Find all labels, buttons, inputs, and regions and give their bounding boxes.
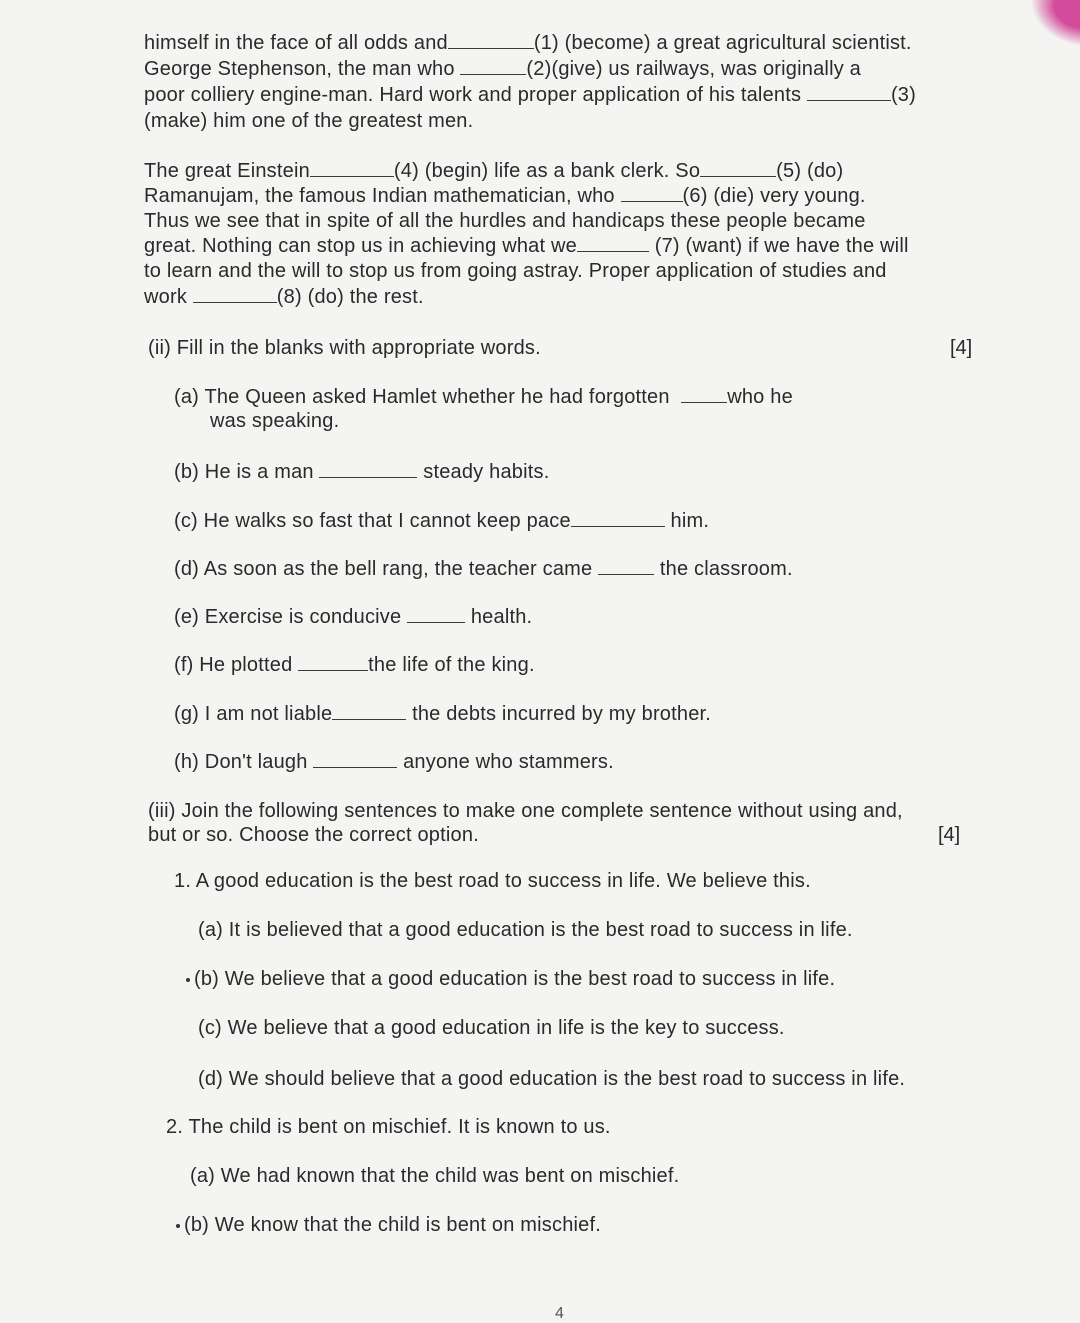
passage1-line1 [144,32,912,55]
page-number: 4 [555,1305,564,1322]
question-2: 2. The child is bent on mischief. It is known to us. [166,1116,611,1138]
blank-6 [621,187,683,202]
item-e [174,606,532,629]
blank-g [332,705,406,720]
item-g [174,703,711,726]
blank-c [571,512,665,527]
text: who he [727,386,793,408]
text: great. Nothing can stop us in achieving what we [144,235,577,257]
blank-d [598,560,654,575]
q1-option-a: (a) It is believed that a good education is the best road to success in life. [198,919,853,941]
text: (3) [890,84,916,106]
blank-8 [193,288,277,303]
pink-corner-mark [1020,0,1080,50]
text: (a) The Queen asked Hamlet whether he had forgotten [174,386,670,408]
blank-f [298,656,368,671]
blank-5 [700,162,776,177]
text: (b) We know that the child is bent on mischief. [184,1214,601,1236]
text: (4) (begin) life as a bank clerk. So [393,160,701,182]
section3-marks: [4] [938,824,961,846]
passage2-line1 [144,160,843,183]
text: (f) He plotted [174,654,293,676]
text: steady habits. [423,461,550,483]
passage2-line5: to learn and the will to stop us from going astray. Proper application of studies and [144,260,887,282]
q1-option-d: (d) We should believe that a good education is the best road to success in life. [198,1068,906,1090]
section3-heading-line2: but or so. Choose the correct option. [148,824,479,846]
blank-4 [310,162,394,177]
section2-heading: (ii) Fill in the blanks with appropriate words. [148,337,541,359]
blank-7 [577,237,649,252]
text: (8) (do) the rest. [276,286,424,308]
item-d [174,558,793,581]
item-h [174,751,614,774]
question-1: 1. A good education is the best road to success in life. We believe this. [174,870,811,892]
item-b [174,461,549,484]
text: himself in the face of all odds and [144,32,448,54]
text: the life of the king. [368,654,535,676]
text: (h) Don't laugh [174,751,308,773]
text: (7) (want) if we have the will [654,235,909,257]
blank-h [313,753,397,768]
text: work [144,286,188,308]
text: The great Einstein [144,160,310,182]
blank-a [681,388,727,403]
text: the debts incurred by my brother. [412,703,712,725]
text: health. [470,606,533,628]
item-f [174,654,535,677]
passage1-line4: (make) him one of the greatest men. [144,110,474,132]
blank-3 [807,86,891,101]
section2-marks: [4] [950,337,973,359]
blank-b [319,463,417,478]
text: poor colliery engine-man. Hard work and proper application of his talents [144,84,802,106]
q2-option-b [176,1214,601,1237]
passage2-line3: Thus we see that in spite of all the hurdles and handicaps these people became [144,210,866,232]
item-c [174,510,709,533]
text: (e) Exercise is conducive [174,606,402,628]
tick-mark [176,1224,180,1228]
text: (c) He walks so fast that I cannot keep pace [174,510,571,532]
q2-option-a: (a) We had known that the child was bent on mischief. [190,1165,680,1187]
blank-1 [448,34,534,49]
text: (b) He is a man [174,461,314,483]
text: (d) As soon as the bell rang, the teacher came [174,558,593,580]
passage1-line3 [144,84,916,107]
blank-e [407,608,465,623]
item-a-cont: was speaking. [210,410,340,432]
item-a [174,386,793,409]
passage2-line2 [144,185,866,208]
q1-option-b [186,968,835,991]
text: George Stephenson, the man who [144,58,455,80]
text: Ramanujam, the famous Indian mathematician, who [144,185,615,207]
text: (6) (die) very young. [682,185,866,207]
q1-option-c: (c) We believe that a good education in life is the key to success. [198,1017,785,1039]
blank-2 [460,60,526,75]
text: (b) We believe that a good education is the best road to success in life. [194,968,836,990]
text: (5) (do) [776,160,844,182]
passage2-line4 [144,235,909,258]
text: (1) (become) a great agricultural scientist. [533,32,912,54]
text: (g) I am not liable [174,703,333,725]
text: the classroom. [659,558,793,580]
tick-mark [186,978,190,982]
section3-heading-line1: (iii) Join the following sentences to make one complete sentence without using and, [148,800,903,822]
text: anyone who stammers. [403,751,614,773]
passage2-line6 [144,286,424,309]
text: (2)(give) us railways, was originally a [526,58,861,80]
text: him. [670,510,710,532]
passage1-line2 [144,58,861,81]
